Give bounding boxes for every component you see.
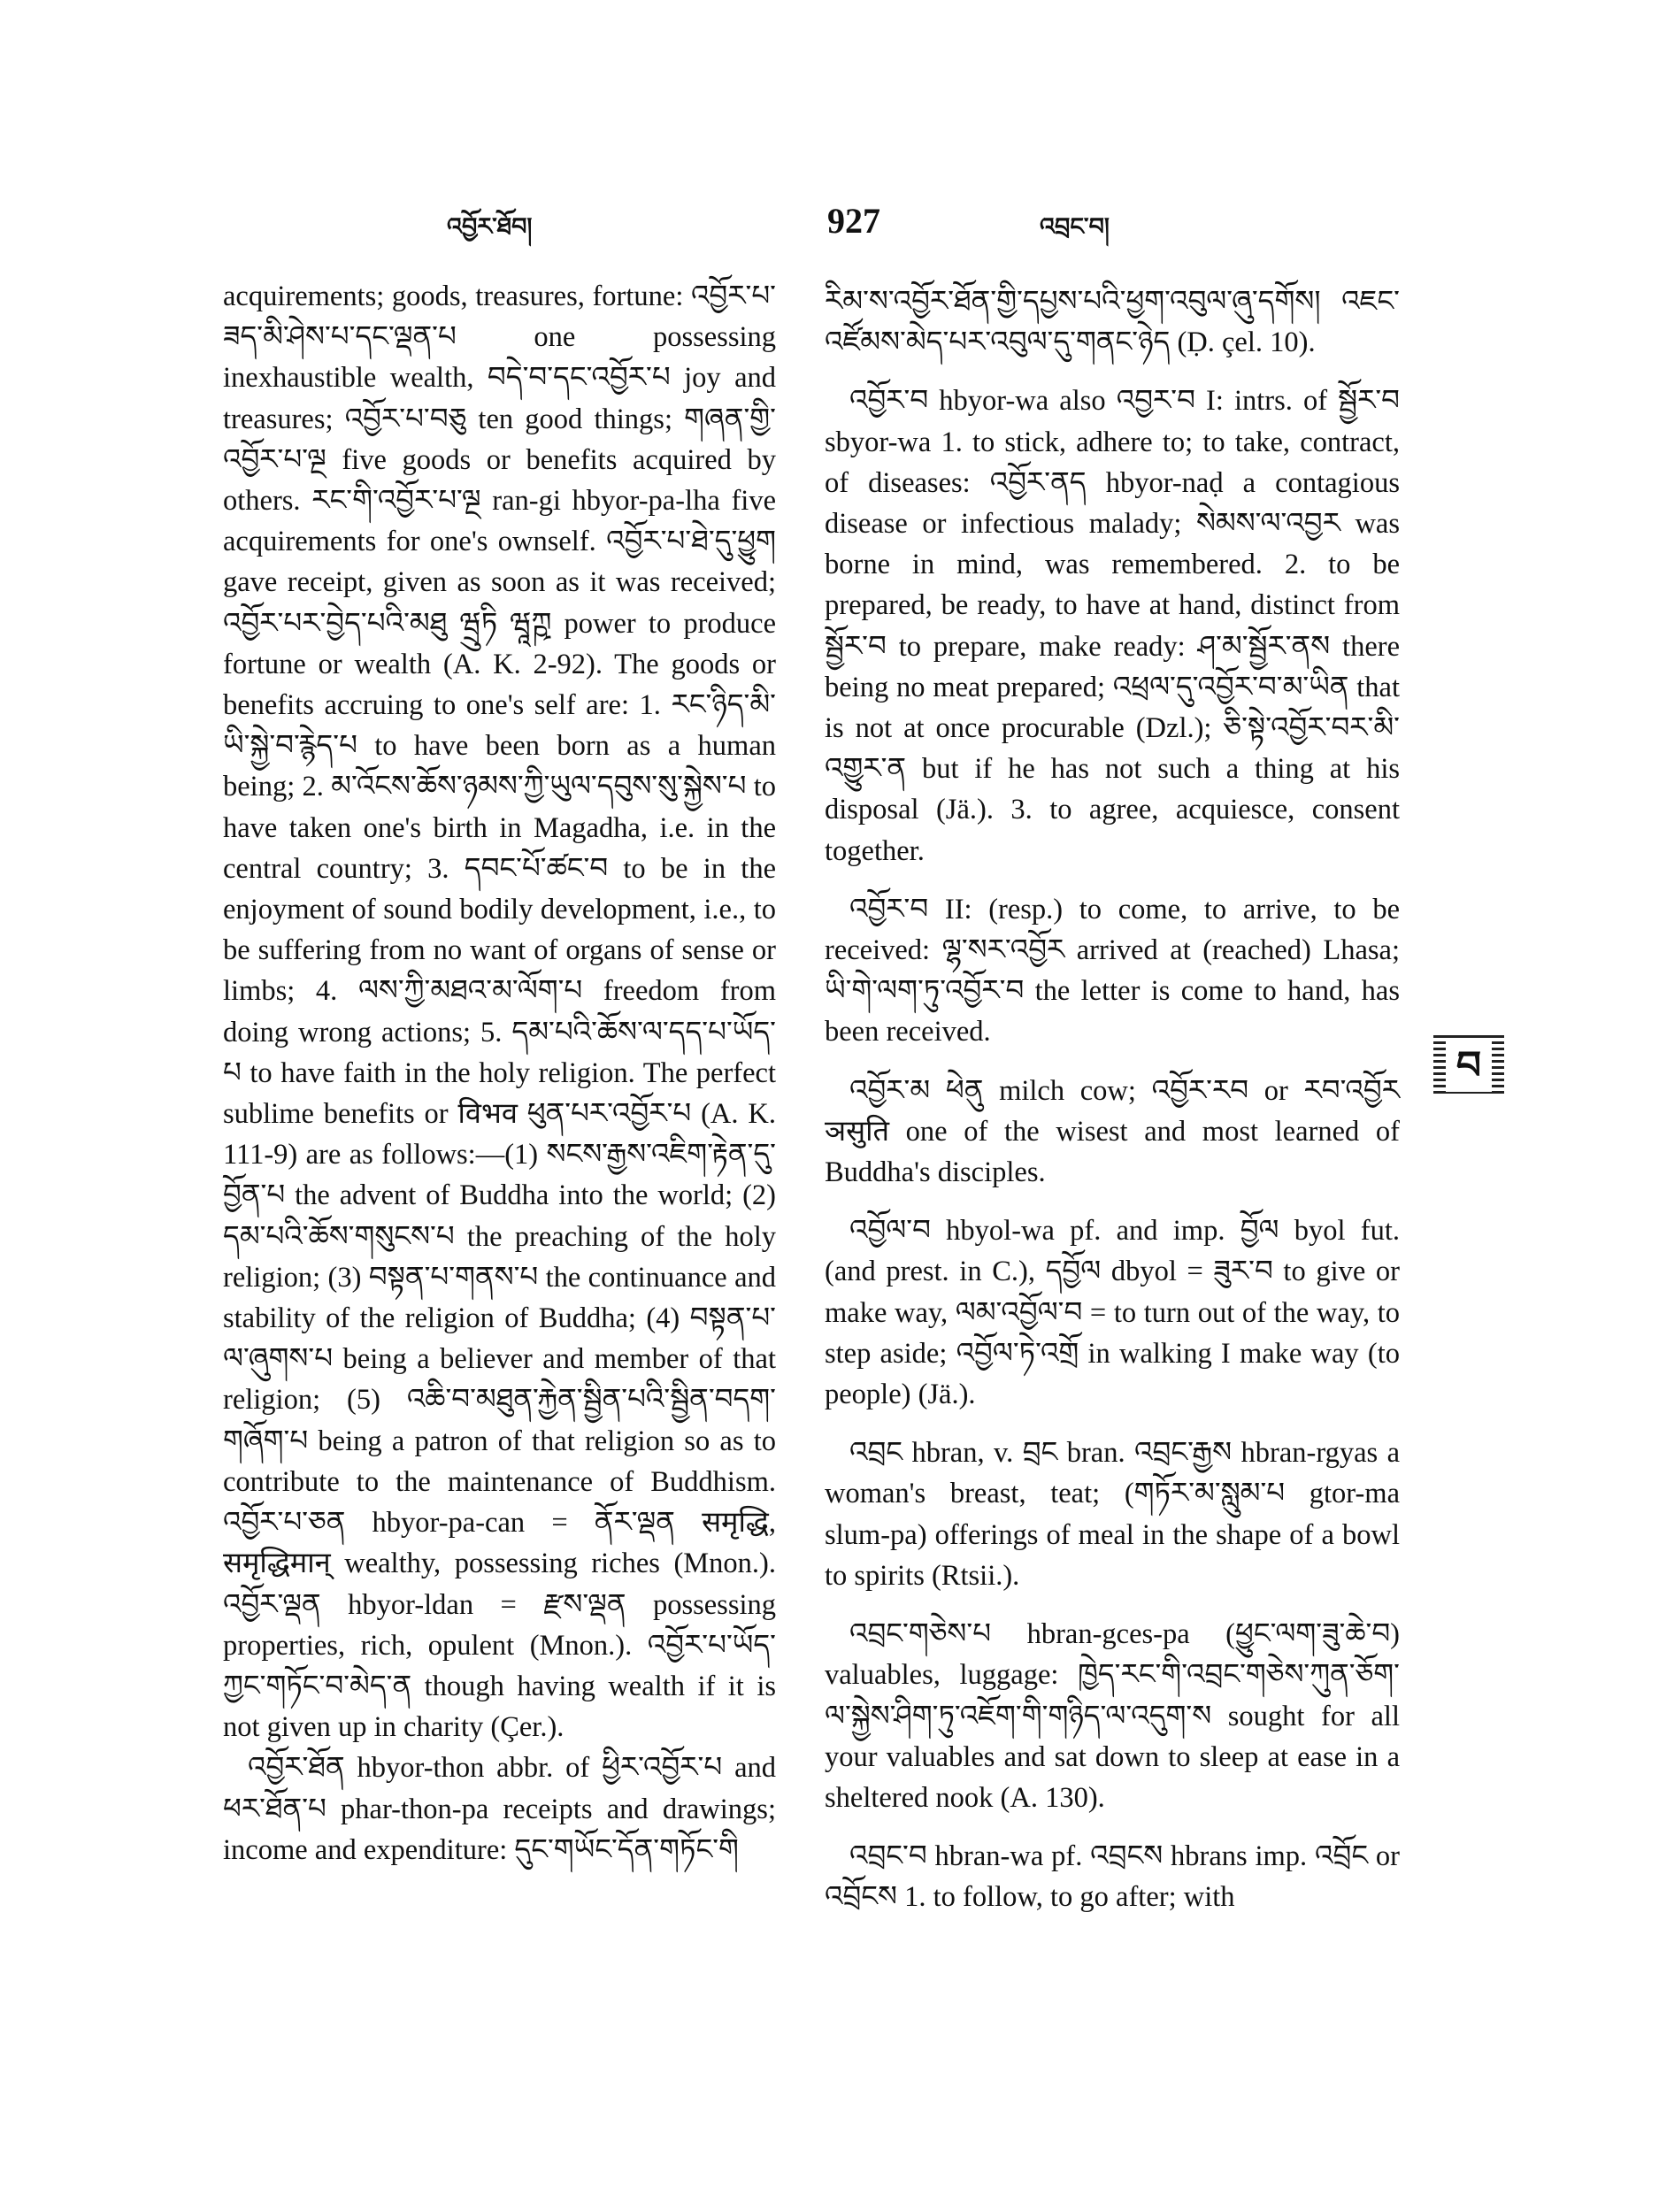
running-head-right: འབྲང་བ།	[1040, 213, 1110, 241]
entry-paragraph: འབྱོར་བ hbyor-wa also འབྱར་བ I: intrs. of སྦྱོར་བ sbyor-wa 1. to stick, adhere to; to take, contract, of diseases: འབྱོར་ནད hbyor-naḍ a contagious disease or infectious malady; སེམས་ལ་འབྱར was borne in mind, was remembered. 2. to be prepared, be ready, to have at hand, distinct from སྦྱོར་བ to prepare, make ready: ཤ་མ་སྦྱོར་ནས there being no meat prepared; འཕྲལ་དུ་འབྱོར་བ་མ་ཡིན that is not at once procurable (Dzl.); ཅི་སྟེ་འབྱོར་བར་མི་འགྱུར་ན but if he has not such a thing at his disposal (Jä.). 3. to agree, acquiesce, consent together.	[825, 385, 1400, 867]
thumb-index-tab	[1433, 1035, 1504, 1097]
thumb-index-letter: བ	[1446, 1041, 1492, 1092]
running-head-left: འབྱོར་ཐོབ།	[447, 213, 533, 241]
entry-paragraph: acquirements; goods, treasures, fortune: འབྱོར་པ་ཟད་མི་ཤེས་པ་དང་ལྡན་པ one possessing inexhaustible wealth, བདེ་བ་དང་འབྱོར་པ joy and treasures; འབྱོར་པ་བཅུ ten good things; གཞན་གྱི་འབྱོར་པ་ལྔ five goods or benefits acquired by others. རང་གི་འབྱོར་པ་ལྔ ran-gi hbyor-pa-lha five acquirements for one's ownself. འབྱོར་པ་ཐེ་དུ་ཕྱུག gave receipt, given as soon as it was received; འབྱོར་པར་བྱེད་པའི་མཐུ ཝྲུཏི ཝཱཀྵ power to produce fortune or wealth (A. K. 2-92). The goods or benefits accruing to one's self are: 1. རང་ཉིད་མི་ཡི་སྐྱེ་བ་རྙེད་པ to have been born as a human being; 2. མ་འོངས་ཆོས་ཉམས་ཀྱི་ཡུལ་དབུས་སུ་སྐྱེས་པ to have taken one's birth in Magadha, i.e. in the central country; 3. དབང་པོ་ཚང་བ to be in the enjoyment of sound bodily development, i.e., to be suffering from no want of organs of sense or limbs; 4. ལས་ཀྱི་མཐའ་མ་ལོག་པ freedom from doing wrong actions; 5. དམ་པའི་ཆོས་ལ་དད་པ་ཡོད་པ to have faith in the holy religion. The perfect sublime benefits or विभव ཕུན་པར་འབྱོར་པ (A. K. 111-9) are as follows:—(1) སངས་རྒྱས་འཇིག་རྟེན་དུ་བྱོན་པ the advent of Buddha into the world; (2) དམ་པའི་ཆོས་གསུངས་པ the preaching of the holy religion; (3) བསྟན་པ་གནས་པ the continuance and stability of the religion of Buddha; (4) བསྟན་པ་ལ་ཞུགས་པ being a believer and member of that religion; (5) འཆི་བ་མཐུན་རྐྱེན་སྦྱིན་པའི་སྦྱིན་བདག་གཞོག་པ being a patron of that religion so as to contribute to the maintenance of Buddhism. འབྱོར་པ་ཅན hbyor-pa-can = ནོར་ལྡན समृद्धि, समृद्धिमान् wealthy, possessing riches (Mnon.). འབྱོར་ལྡན hbyor-ldan = རྫས་ལྡན possessing properties, rich, opulent (Mnon.). འབྱོར་པ་ཡོད་ཀྱང་གཏོང་བ་མེད་ན though having wealth if it is not given up in charity (Çer.).	[223, 280, 776, 1744]
entry-paragraph: འབྲང hbran, v. བྲང bran. འབྲང་རྒྱས hbran-rgyas a woman's breast, teat; (གཏོར་མ་སླུམ་པ gtor-ma slum-pa) offerings of meal in the shape of a bowl to spirits (Rtsii.).	[825, 1437, 1400, 1592]
entry-paragraph: འབྱོར་མ ཕེནུ milch cow; འབྱོར་རབ or རབ་འབྱོར ञसुति one of the wisest and most learned of Buddha's disciples.	[825, 1074, 1400, 1189]
page-number: 927	[827, 201, 880, 241]
entry-paragraph: འབྲང་གཅེས་པ hbran-gces-pa (ཕྱུང་ལག་ཟུ་ཆེ་བ) valuables, luggage: ཁྱེད་རང་གི་འབྲང་གཅེས་ཀུན་ཅོག་ལ་སྐྱེས་ཤིག་ཏུ་འཇོག་གི་གཉིད་ལ་འདུག་ས sought for all your valuables and sat down to sleep at ease in a sheltered nook (A. 130).	[825, 1618, 1400, 1814]
entry-paragraph: འབྱོར་བ II: (resp.) to come, to arrive, to be received: ལྷ་སར་འབྱོར arrived at (reached) Lhasa; ཡི་གེ་ལག་ཏུ་འབྱོར་བ the letter is come to hand, has been received.	[825, 893, 1400, 1048]
right-column	[825, 281, 1400, 1918]
entry-paragraph: འབྱོལ་བ hbyol-wa pf. and imp. བྱོལ byol fut. (and prest. in C.), དབྱོལ dbyol = ཟུར་བ to give or make way, ལམ་འབྱོལ་བ = to turn out of the way, to step aside; འབྱོལ་ཏེ་འགྲོ in walking I make way (to people) (Jä.).	[825, 1215, 1400, 1411]
entry-paragraph: འབྲང་བ hbran-wa pf. འབྲངས hbrans imp. འབྲོང or འབྲོངས 1. to follow, to go after; with	[825, 1840, 1400, 1914]
left-column	[223, 276, 776, 1870]
entry-paragraph: འབྱོར་ཐོན hbyor-thon abbr. of ཕྱིར་འབྱོར་པ and ཕར་ཐོན་པ phar-thon-pa receipts and drawings; income and expenditure: དུང་གཡོང་དོན་གཏོང་གི	[223, 1752, 776, 1866]
entry-paragraph: རིམ་ས་འབྱོར་ཐོན་གྱི་དཔྱས་པའི་ཕྱག་འབུལ་ཞུ་དགོས། འཇང་འཛོམས་མེད་པར་འབུལ་དུ་གནང་ཉེད (Ḍ. çel. 10).	[825, 286, 1400, 359]
